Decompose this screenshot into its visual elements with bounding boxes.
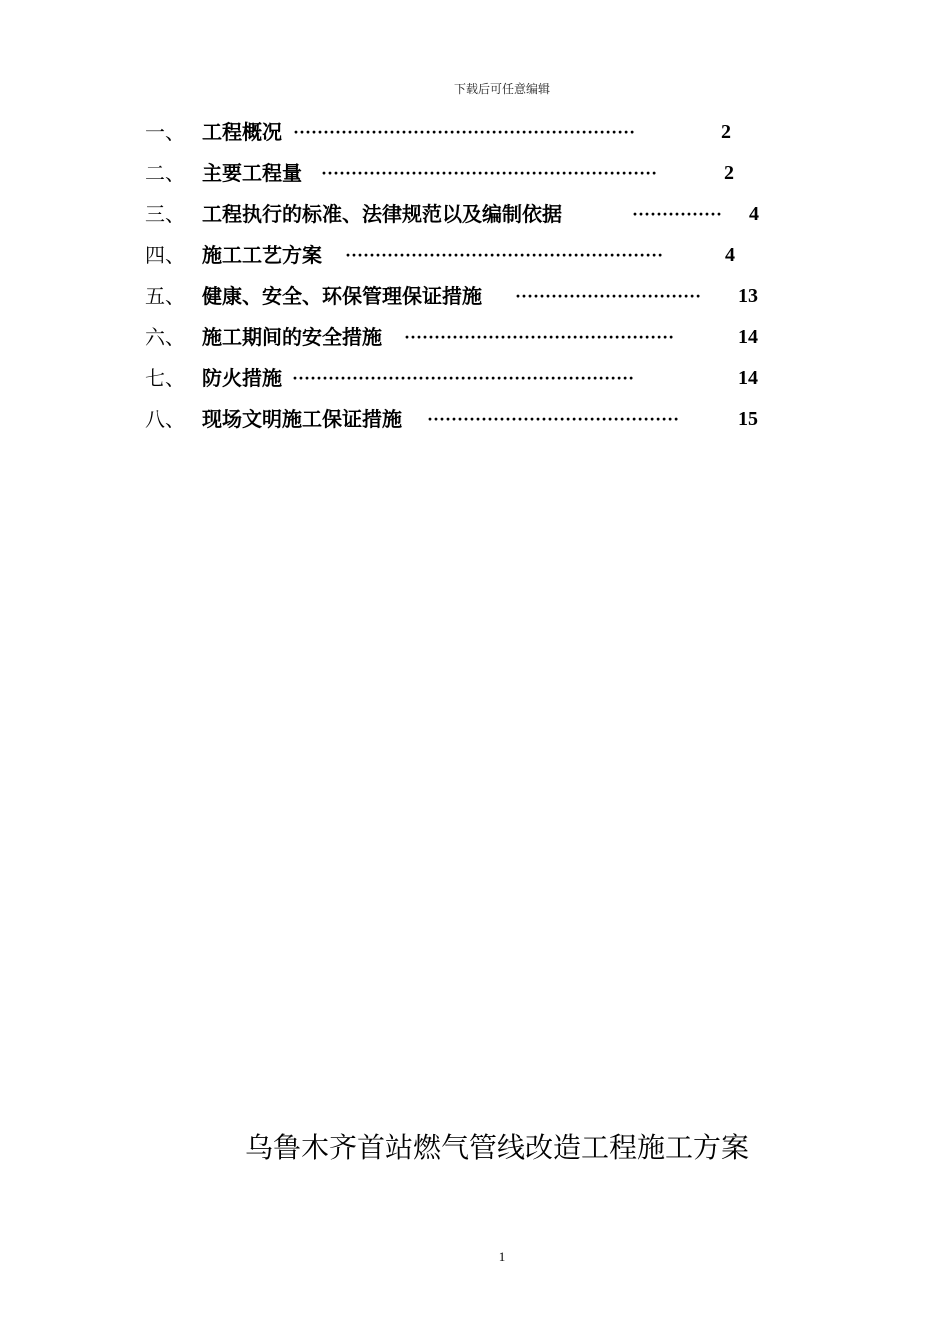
toc-entry-leader: ························································· <box>293 122 636 142</box>
toc-entry-number: 三、 <box>145 202 185 226</box>
toc-entry[interactable] <box>145 358 765 399</box>
toc-entry-number: 五、 <box>145 284 185 308</box>
toc-entry-page: 14 <box>738 367 758 389</box>
toc-entry[interactable] <box>145 276 765 317</box>
toc-entry-page: 15 <box>738 408 758 430</box>
toc-entry-page: 2 <box>721 121 731 143</box>
toc-entry-number: 八、 <box>145 407 185 431</box>
toc-entry-page: 2 <box>724 162 734 184</box>
toc-entry-leader: ························································· <box>292 368 635 388</box>
toc-entry-leader: ····················································· <box>345 245 664 265</box>
toc-entry-number: 一、 <box>145 120 185 144</box>
toc-entry-title: 施工工艺方案 <box>202 243 322 267</box>
toc-entry[interactable] <box>145 194 765 235</box>
header-note: 下载后可任意编辑 <box>453 82 550 96</box>
toc-entry-leader: ······························· <box>515 286 702 306</box>
document-title: 乌鲁木齐首站燃气管线改造工程施工方案 <box>245 1131 750 1164</box>
toc-entry-leader: ·········································· <box>427 409 680 429</box>
toc-entry-page: 4 <box>749 203 759 225</box>
toc-entry-title: 主要工程量 <box>202 161 302 185</box>
toc-entry-leader: ············································· <box>404 327 675 347</box>
toc-entry-title: 健康、安全、环保管理保证措施 <box>202 284 482 308</box>
page-number: 1 <box>498 1249 506 1264</box>
toc-entry[interactable] <box>145 235 765 276</box>
toc-entry-leader: ························································ <box>321 163 658 183</box>
toc-entry-number: 二、 <box>145 161 185 185</box>
toc-entry-number: 四、 <box>145 243 185 267</box>
toc-entry-title: 防火措施 <box>202 366 282 390</box>
table-of-contents <box>145 112 765 440</box>
toc-entry-page: 13 <box>738 285 758 307</box>
toc-entry[interactable] <box>145 317 765 358</box>
toc-entry-leader: ··············· <box>632 204 723 224</box>
toc-entry[interactable] <box>145 153 765 194</box>
toc-entry-page: 14 <box>738 326 758 348</box>
toc-entry-number: 七、 <box>145 366 185 390</box>
toc-entry-title: 现场文明施工保证措施 <box>202 407 402 431</box>
toc-entry-page: 4 <box>725 244 735 266</box>
toc-entry[interactable] <box>145 399 765 440</box>
toc-entry-title: 工程概况 <box>202 120 282 144</box>
toc-entry[interactable] <box>145 112 765 153</box>
toc-entry-number: 六、 <box>145 325 185 349</box>
toc-entry-title: 工程执行的标准、法律规范以及编制依据 <box>202 202 562 226</box>
toc-entry-title: 施工期间的安全措施 <box>202 325 382 349</box>
